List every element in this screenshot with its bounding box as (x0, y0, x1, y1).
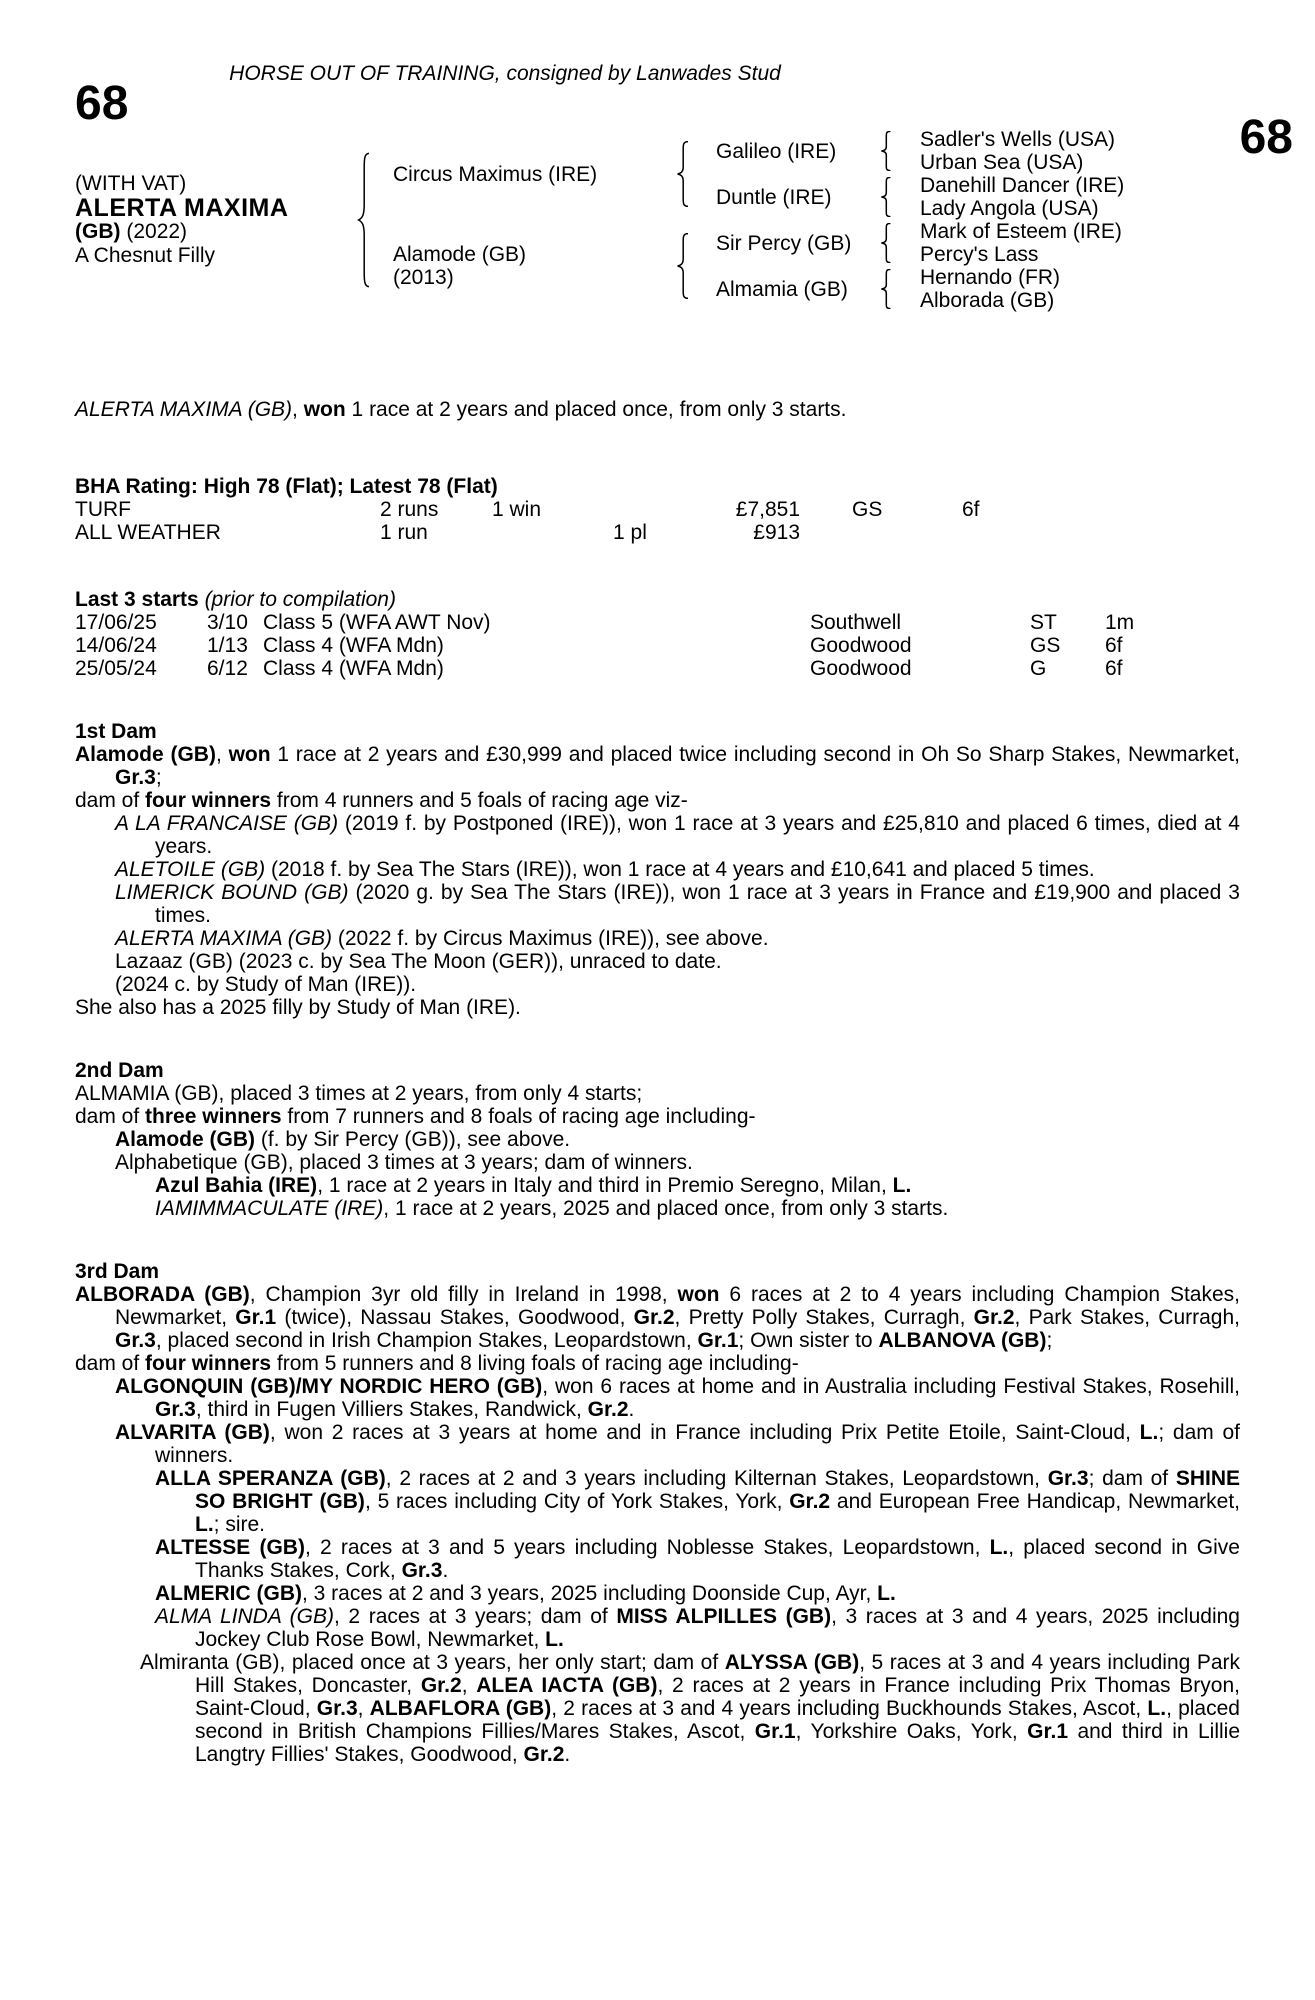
start-course: Goodwood (810, 657, 912, 680)
start-distance: 6f (1105, 657, 1123, 680)
start-date: 14/06/24 (75, 634, 157, 657)
dam-name: Alamode (GB) (393, 243, 527, 266)
dam-dam-branch (716, 266, 1122, 312)
horse-name: ALERTA MAXIMA (75, 194, 289, 222)
dam-entry: She also has a 2025 filly by Study of Man (IRE). (75, 996, 521, 1019)
dam-entry: LIMERICK BOUND (GB) (2020 g. by Sea The Stars (IRE)), won 1 race at 3 years in France and £19,900 and placed 3 times. (115, 881, 1240, 927)
pedigree-brace-sire-sire (880, 131, 894, 171)
bha-places: 1 pl (613, 521, 647, 544)
dam-entry: ALTESSE (GB), 2 races at 3 and 5 years including Noblesse Stakes, Leopardstown, L., placed second in Give Thanks Stakes, Cork, Gr.3. (155, 1536, 1240, 1582)
sire-dam-branch (716, 174, 1124, 220)
dam-dam-name: Almamia (GB) (716, 277, 848, 301)
page-title: HORSE OUT OF TRAINING, consigned by Lanwades Stud (229, 62, 781, 85)
pedigree-brace-dam (676, 233, 692, 299)
pedigree-generation-1 (393, 128, 1124, 312)
horse-description: A Chesnut Filly (75, 244, 216, 267)
pedigree-brace-main (357, 152, 373, 288)
dam-entry: dam of four winners from 4 runners and 5 foals of racing age viz- (75, 789, 688, 812)
start-position: 6/12 (207, 657, 248, 680)
bha-wins: 1 win (492, 498, 542, 521)
last-starts-block (75, 588, 1240, 680)
pedigree-brace-sire-dam (880, 177, 894, 217)
bha-surface: TURF (75, 498, 131, 521)
sire-sire-branch (716, 128, 1124, 174)
dam-entry: ALBORADA (GB), Champion 3yr old filly in Ireland in 1998, won 6 races at 2 to 4 years including Champion Stakes, Newmarket, Gr.1 (twice), Nassau Stakes, Goodwood, Gr.2, Pretty Polly Stakes, Curragh, Gr.2, Park Stakes, Curragh, Gr.3, placed second in Irish Champion Stakes, Leopardstown, Gr.1; Own sister to ALBANOVA (GB); (75, 1283, 1241, 1352)
race-record-summary: ALERTA MAXIMA (GB), won 1 race at 2 years and placed once, from only 3 starts. (75, 398, 847, 421)
dam-entry: A LA FRANCAISE (GB) (2019 f. by Postponed (IRE)), won 1 race at 3 years and £25,810 and placed 6 times, died at 4 years. (115, 812, 1240, 858)
last-starts-heading (75, 588, 1240, 611)
last-starts-subtitle: (prior to compilation) (198, 588, 396, 611)
sire-sire-name: Galileo (IRE) (716, 139, 837, 163)
bha-spacer (800, 521, 852, 544)
bha-wins (492, 521, 613, 544)
start-distance: 1m (1105, 611, 1135, 634)
start-date: 25/05/24 (75, 657, 157, 680)
dam-entry: dam of three winners from 7 runners and 8 foals of racing age including- (75, 1105, 756, 1128)
start-position: 1/13 (207, 634, 248, 657)
sire-dam-name: Duntle (IRE) (716, 185, 832, 209)
start-course: Goodwood (810, 634, 912, 657)
start-going: GS (1030, 634, 1061, 657)
dam-entry: ALVARITA (GB), won 2 races at 3 years at home and in France including Prix Petite Etoile, Saint-Cloud, L.; dam of winners. (115, 1421, 1240, 1467)
bha-surface: ALL WEATHER (75, 521, 221, 544)
start-distance: 6f (1105, 634, 1123, 657)
dam-dam-dam-name: Alborada (GB) (920, 289, 1055, 312)
dam-entry: ALGONQUIN (GB)/MY NORDIC HERO (GB), won 6 races at home and in Australia including Festival Stakes, Rosehill, Gr.3, third in Fugen Villiers Stakes, Randwick, Gr.2. (115, 1375, 1240, 1421)
dam-sire-sire-name: Mark of Esteem (IRE) (920, 220, 1122, 243)
dam-entry: (2024 c. by Study of Man (IRE)). (115, 973, 417, 996)
sire-sire-dam-name: Urban Sea (USA) (920, 151, 1084, 174)
bha-runs: 1 run (380, 521, 428, 544)
dam-entry: ALMERIC (GB), 3 races at 2 and 3 years, 2025 including Doonside Cup, Ayr, L. (155, 1582, 896, 1605)
dam-entry: Lazaaz (GB) (2023 c. by Sea The Moon (GER)), unraced to date. (115, 950, 722, 973)
bha-rating-heading: BHA Rating: High 78 (Flat); Latest 78 (Flat) (75, 475, 498, 498)
dam-entry: Alamode (GB) (f. by Sir Percy (GB)), see above. (115, 1128, 571, 1151)
pedigree-table (75, 128, 1240, 312)
sire-name: Circus Maximus (IRE) (393, 162, 598, 186)
sire-branch (393, 128, 1124, 220)
dam-birth-year: (2013) (393, 266, 454, 289)
pedigree-brace-sire (676, 141, 692, 207)
bha-earnings: £7,851 (735, 498, 800, 521)
sire-dam-dam-name: Lady Angola (USA) (920, 197, 1099, 220)
first-dam-heading: 1st Dam (75, 720, 157, 743)
bha-distance: 6f (962, 498, 980, 521)
bha-runs: 2 runs (380, 498, 439, 521)
bha-places (613, 498, 730, 521)
dam-entry: Azul Bahia (IRE), 1 race at 2 years in Italy and third in Premio Seregno, Milan, L. (155, 1174, 912, 1197)
dam-entry: Alamode (GB), won 1 race at 2 years and £30,999 and placed twice including second in Oh So Sharp Stakes, Newmarket, Gr.3; (75, 743, 1240, 789)
sire-sire-sire-name: Sadler's Wells (USA) (920, 128, 1115, 151)
sire-dam-sire-name: Danehill Dancer (IRE) (920, 174, 1125, 197)
pedigree-brace-dam-sire (880, 223, 894, 263)
dam-branch (393, 220, 1124, 312)
horse-details (75, 172, 345, 268)
dam-entry: ALERTA MAXIMA (GB) (2022 f. by Circus Maximus (IRE)), see above. (115, 927, 769, 950)
dam-entry: ALMA LINDA (GB), 2 races at 3 years; dam of MISS ALPILLES (GB), 3 races at 3 and 4 years, 2025 including Jockey Club Rose Bowl, Newmarket, L. (155, 1605, 1240, 1651)
start-course: Southwell (810, 611, 902, 634)
lot-number-right: 68 (1239, 111, 1293, 164)
start-race: Class 4 (WFA Mdn) (263, 657, 444, 680)
bha-rating-table (75, 498, 1240, 544)
start-position: 3/10 (207, 611, 248, 634)
dam-entry: ALETOILE (GB) (2018 f. by Sea The Stars (IRE)), won 1 race at 4 years and £10,641 and placed 5 times. (115, 858, 1095, 881)
last-starts-title: Last 3 starts (75, 588, 199, 611)
bha-going: GS (852, 498, 883, 521)
dam-sire-dam-name: Percy's Lass (920, 243, 1039, 266)
dam-sire-branch (716, 220, 1122, 266)
bha-rating-block (75, 475, 1240, 544)
third-dam-heading: 3rd Dam (75, 1260, 160, 1283)
start-race: Class 4 (WFA Mdn) (263, 634, 444, 657)
second-dam-section (75, 1059, 1240, 1220)
dam-name-block (393, 243, 668, 289)
horse-origin-year (75, 220, 345, 244)
bha-spacer (800, 498, 852, 521)
second-dam-heading: 2nd Dam (75, 1059, 164, 1082)
dam-entry: ALLA SPERANZA (GB), 2 races at 2 and 3 years including Kilternan Stakes, Leopardstown, Gr.3; dam of SHINE SO BRIGHT (GB), 5 races including City of York Stakes, York, Gr.2 and European Free Handicap, Newmarket, L.; sire. (155, 1467, 1240, 1536)
start-going: G (1030, 657, 1047, 680)
start-date: 17/06/25 (75, 611, 157, 634)
lot-number-left: 68 (75, 77, 129, 130)
dam-entry: IAMIMMACULATE (IRE), 1 race at 2 years, 2025 and placed once, from only 3 starts. (155, 1197, 949, 1220)
dam-entry: Almiranta (GB), placed once at 3 years, her only start; dam of ALYSSA (GB), 5 races at 3 and 4 years including Park Hill Stakes, Doncaster, Gr.2, ALEA IACTA (GB), 2 races at 2 years in France including Prix Thomas Bryon, Saint-Cloud, Gr.3, ALBAFLORA (GB), 2 races at 3 and 4 years including Buckhounds Stakes, Ascot, L., placed second in British Champions Fillies/Mares Stakes, Ascot, Gr.1, Yorkshire Oaks, York, Gr.1 and third in Lillie Langtry Fillies' Stakes, Goodwood, Gr.2. (140, 1651, 1241, 1766)
horse-origin: (GB) (75, 220, 121, 243)
dam-sire-name: Sir Percy (GB) (716, 231, 852, 255)
dam-entry: dam of four winners from 5 runners and 8 living foals of racing age including- (75, 1352, 799, 1375)
dam-dam-sire-name: Hernando (FR) (920, 266, 1061, 289)
bha-earnings: £913 (753, 521, 800, 544)
bha-going (852, 521, 962, 544)
dam-entry: ALMAMIA (GB), placed 3 times at 2 years, from only 4 starts; (75, 1082, 643, 1105)
last-starts-table (75, 611, 1240, 680)
dam-entry: Alphabetique (GB), placed 3 times at 3 years; dam of winners. (115, 1151, 693, 1174)
bha-distance (962, 521, 1240, 544)
start-race: Class 5 (WFA AWT Nov) (263, 611, 491, 634)
start-going: ST (1030, 611, 1057, 634)
vat-note: (WITH VAT) (75, 172, 187, 195)
horse-birth-year: (2022) (126, 220, 188, 243)
third-dam-section (75, 1260, 1240, 1766)
first-dam-section (75, 720, 1240, 1019)
pedigree-brace-dam-dam (880, 269, 894, 309)
